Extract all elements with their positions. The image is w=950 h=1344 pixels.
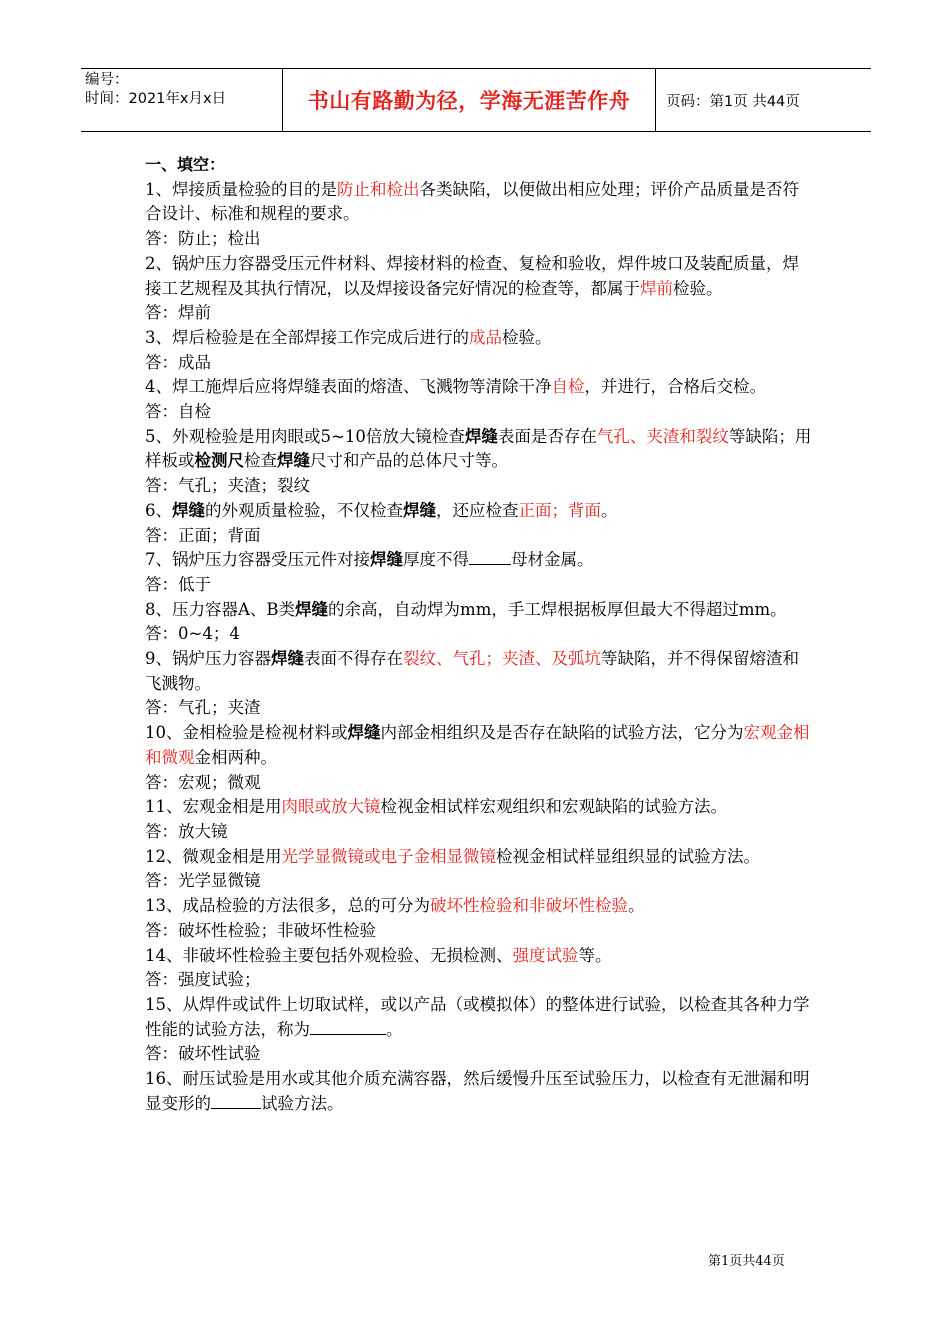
answer-highlight: 光学显微镜或电子金相显微镜 [281,846,496,866]
answer-highlight: 成品 [469,327,502,347]
answer-1: 答：防止；检出 [145,229,261,249]
page-header [81,68,871,132]
question-8: 8、压力容器A、B类焊缝的余高，自动焊为mm，手工焊根据板厚但最大不得超过mm。 [145,599,787,619]
fill-blank [310,1018,386,1035]
question-5: 5、外观检验是用肉眼或5~10倍放大镜检查焊缝表面是否存在气孔、夹渣和裂纹等缺陷；用样板或检测尺检查焊缝尺寸和产品的总体尺寸等。 [145,426,812,471]
number-label: 编号： [85,72,129,88]
answer-highlight: 正面；背面 [518,500,601,520]
header-info [81,69,282,131]
answer-9: 答：气孔；夹渣 [145,698,261,718]
document-body [145,153,813,1116]
answer-6: 答：正面；背面 [145,525,261,545]
answer-14: 答：强度试验； [145,970,261,990]
header-page-label: 页码：第1页 共44页 [666,93,800,110]
answer-highlight: 宏观金相和微观 [145,723,810,767]
question-15: 15、从焊件或试件上切取试样，或以产品（或模拟体）的整体进行试验，以检查其各种力学性能的试验方法，称为 。 [145,994,810,1039]
answer-highlight: 裂纹、气孔；夹渣、及弧坑 [403,649,601,669]
question-9: 9、锅炉压力容器焊缝表面不得存在裂纹、气孔；夹渣、及弧坑等缺陷，并不得保留熔渣和飞溅物。 [145,649,799,693]
fill-blank [469,548,511,565]
section-title: 一、填空： [145,155,226,174]
question-4: 4、焊工施焊后应将焊缝表面的熔渣、飞溅物等清除干净自检，并进行，合格后交检。 [145,377,766,397]
question-14: 14、非破坏性检验主要包括外观检验、无损检测、强度试验等。 [145,945,612,965]
page-footer: 第1页共44页 [708,1254,785,1269]
question-7: 7、锅炉压力容器受压元件对接焊缝厚度不得 母材金属。 [145,550,594,570]
fill-blank [211,1092,261,1109]
answer-highlight: 破坏性检验和非破坏性检验 [430,896,628,916]
header-motto: 书山有路勤为径，学海无涯苦作舟 [282,69,656,131]
answer-13: 答：破坏性检验；非破坏性检验 [145,920,376,940]
answer-8: 答：0~4；4 [145,624,240,644]
answer-highlight: 气孔、夹渣和裂纹 [596,426,729,446]
answer-11: 答：放大镜 [145,821,228,841]
question-11: 11、宏观金相是用肉眼或放大镜检视金相试样宏观组织和宏观缺陷的试验方法。 [145,797,727,817]
question-12: 12、微观金相是用光学显微镜或电子金相显微镜检视金相试样显组织显的试验方法。 [145,846,760,866]
answer-15: 答：破坏性试验 [145,1044,261,1064]
answer-highlight: 自检 [551,377,585,397]
answer-highlight: 防止和检出 [337,179,420,199]
answer-highlight: 强度试验 [512,945,579,965]
answer-12: 答：光学显微镜 [145,871,261,891]
answer-highlight: 焊前 [640,278,673,298]
question-1: 1、焊接质量检验的目的是防止和检出各类缺陷，以便做出相应处理；评价产品质量是否符合设计、标准和规程的要求。 [145,179,799,224]
question-10: 10、金相检验是检视材料或焊缝内部金相组织及是否存在缺陷的试验方法，它分为宏观金相和微观金相两种。 [145,723,810,767]
answer-highlight: 肉眼或放大镜 [281,797,381,817]
question-2: 2、锅炉压力容器受压元件材料、焊接材料的检查、复检和验收，焊件坡口及装配质量，焊接工艺规程及其执行情况，以及焊接设备完好情况的检查等，都属于焊前检验。 [145,253,799,298]
answer-7: 答：低于 [145,574,211,594]
answer-10: 答：宏观；微观 [145,772,261,792]
answer-4: 答：自检 [145,402,211,422]
question-3: 3、焊后检验是在全部焊接工作完成后进行的成品检验。 [145,327,552,347]
question-13: 13、成品检验的方法很多，总的可分为破坏性检验和非破坏性检验。 [145,896,645,916]
question-6: 6、焊缝的外观质量检验，不仅检查焊缝，还应检查正面；背面。 [145,500,618,520]
answer-5: 答：气孔；夹渣；裂纹 [145,476,310,496]
answer-3: 答：成品 [145,352,211,372]
question-16: 16、耐压试验是用水或其他介质充满容器，然后缓慢升压至试验压力，以检查有无泄漏和明显变形的 试验方法。 [145,1069,810,1113]
answer-2: 答：焊前 [145,303,211,323]
time-label: 时间：2021年x月x日 [85,91,227,107]
